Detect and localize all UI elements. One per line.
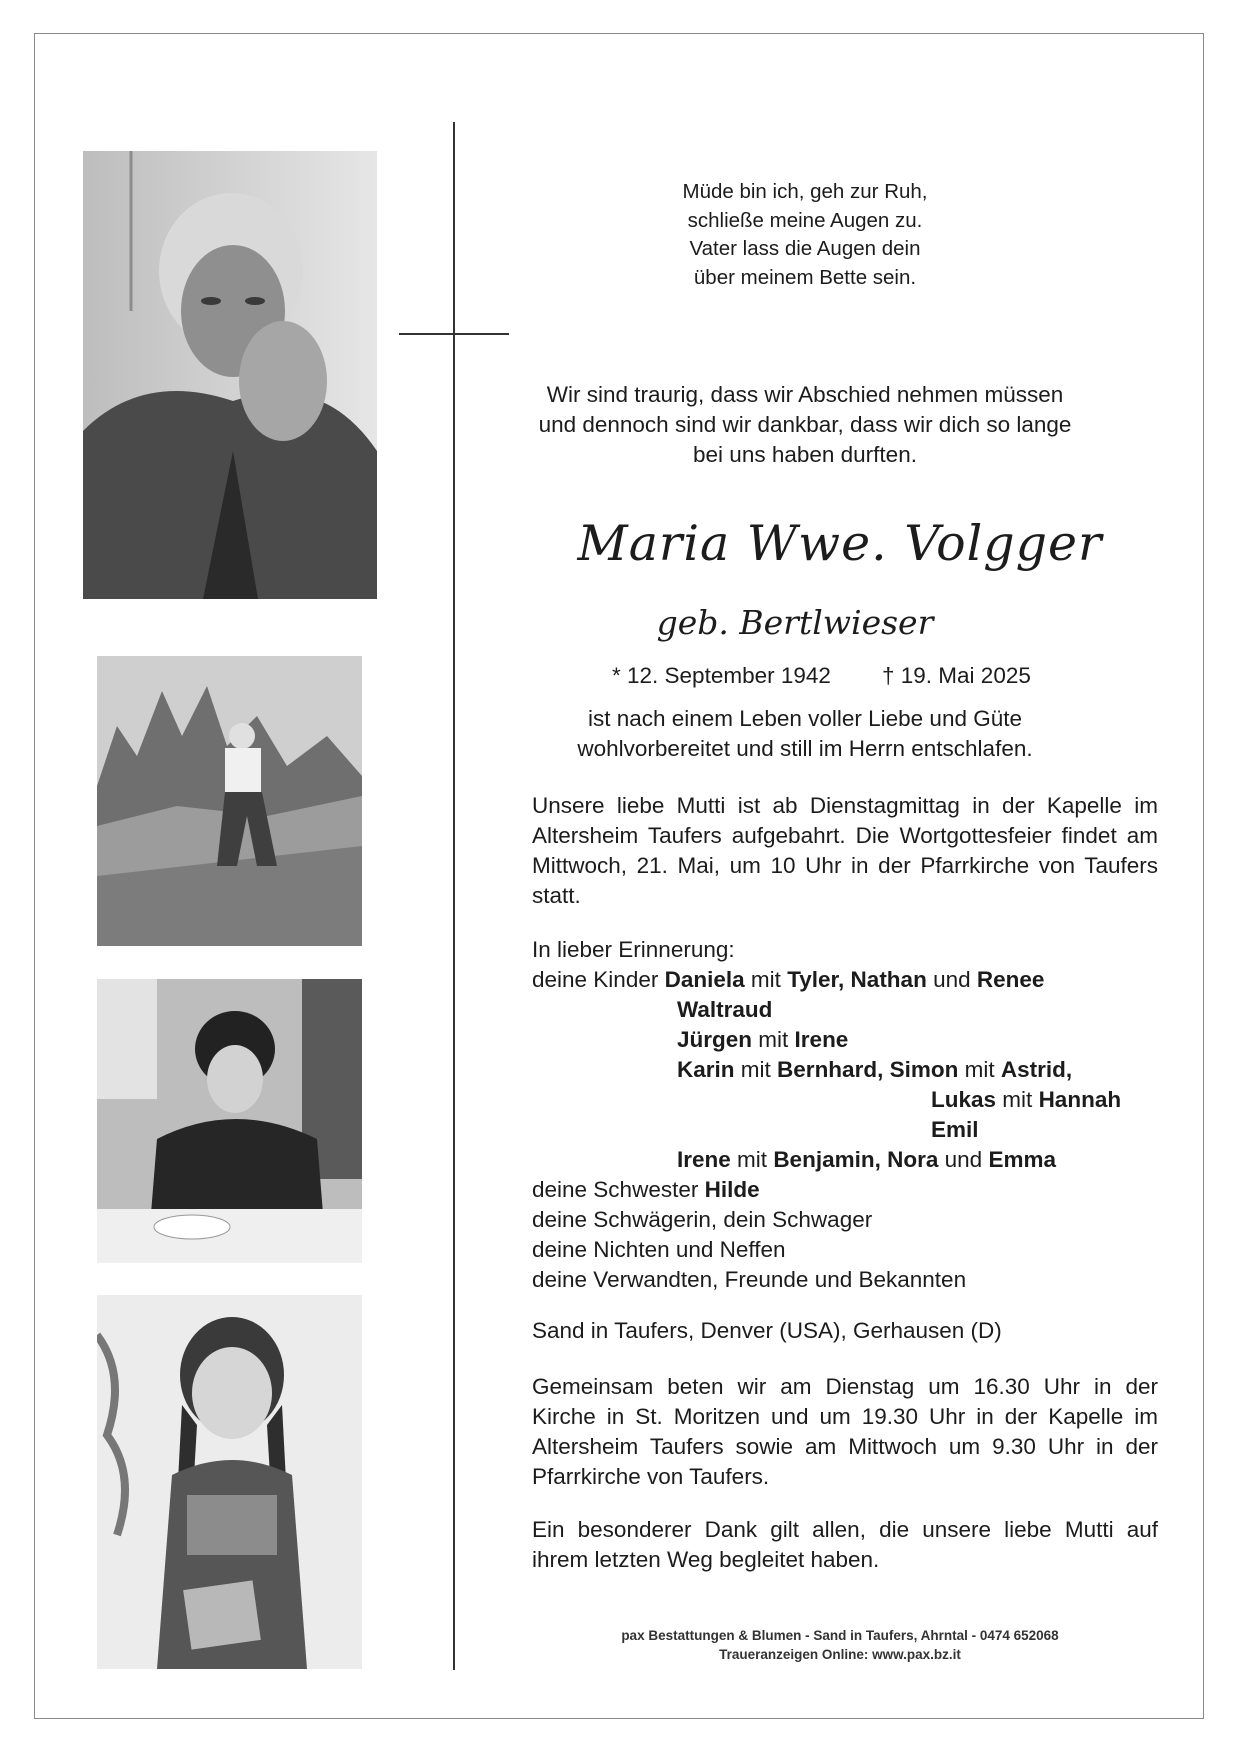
mourner-row: Jürgen mit Irene xyxy=(677,1027,849,1052)
mountain-photo xyxy=(97,656,362,946)
intro-line: Wir sind traurig, dass wir Abschied nehmen müssen xyxy=(546,382,1064,407)
thanks-paragraph: Ein besonderer Dank gilt allen, die unsere liebe Mutti auf ihrem letzten Weg begleitet haben. xyxy=(532,1517,1158,1572)
footer-website: Traueranzeigen Online: www.pax.bz.it xyxy=(719,1647,961,1662)
mourner-row: Waltraud xyxy=(677,997,773,1022)
poem xyxy=(590,178,1020,292)
mourner-row: deine Kinder Daniela mit Tyler, Nathan und Renee xyxy=(532,967,1045,992)
passing-line: ist nach einem Leben voller Liebe und Güte xyxy=(587,706,1023,731)
places: Sand in Taufers, Denver (USA), Gerhausen (D) xyxy=(532,1318,1002,1343)
footer-funeral-home: pax Bestattungen & Blumen - Sand in Taufers, Ahrntal - 0474 652068 xyxy=(621,1628,1059,1643)
cross-horizontal-line xyxy=(399,333,509,335)
poem-line: Vater lass die Augen dein xyxy=(689,237,921,260)
dinner-table-photo xyxy=(97,979,362,1263)
poem-line: über meinem Bette sein. xyxy=(693,265,917,289)
footer xyxy=(520,1626,1160,1664)
mourners-list xyxy=(532,935,1158,1295)
childhood-photo xyxy=(97,1295,362,1669)
mourner-row: Irene mit Benjamin, Nora und Emma xyxy=(677,1147,1056,1172)
deceased-birth-name: geb. Bertlwieser xyxy=(656,603,934,642)
prayer-paragraph: Gemeinsam beten wir am Dienstag um 16.30 Uhr in der Kirche in St. Moritzen und um 19.30 Uhr in der Kapelle im Altersheim Taufers sowie am Mittwoch um 9.30 Uhr in der Pfarrkirche von Taufers. xyxy=(532,1374,1158,1489)
mourner-row: deine Nichten und Neffen xyxy=(532,1237,786,1262)
portrait-photo-elderly xyxy=(83,151,377,599)
cross-vertical-line xyxy=(453,122,455,1670)
poem-line: Müde bin ich, geh zur Ruh, xyxy=(682,180,928,203)
intro-line: und dennoch sind wir dankbar, dass wir dich so lange xyxy=(538,412,1072,437)
passing-text xyxy=(520,704,1090,764)
poem-line: schließe meine Augen zu. xyxy=(687,208,923,232)
intro-line: bei uns haben durften. xyxy=(693,442,917,467)
passing-line: wohlvorbereitet und still im Herrn entschlafen. xyxy=(577,736,1033,761)
birth-date: * 12. September 1942 xyxy=(612,663,831,688)
mourner-row: Karin mit Bernhard, Simon mit Astrid, xyxy=(677,1057,1073,1082)
deceased-name: Maria Wwe. Volgger xyxy=(577,515,1103,572)
mourners-heading: In lieber Erinnerung: xyxy=(532,937,735,962)
mourner-row: deine Schwägerin, dein Schwager xyxy=(532,1207,873,1232)
intro-text xyxy=(520,380,1090,470)
mourner-row: deine Schwester Hilde xyxy=(532,1177,760,1202)
mourner-row: Lukas mit Hannah xyxy=(931,1087,1122,1112)
mourner-row: deine Verwandten, Freunde und Bekannten xyxy=(532,1267,967,1292)
laid-out-paragraph: Unsere liebe Mutti ist ab Dienstagmittag in der Kapelle im Altersheim Taufers aufgebahrt. Die Wortgottesfeier findet am Mittwoch, 21. Mai, um 10 Uhr in der Pfarrkirche von Taufers statt. xyxy=(532,793,1158,908)
mourner-row: Emil xyxy=(931,1117,979,1142)
death-date: † 19. Mai 2025 xyxy=(882,663,1031,688)
